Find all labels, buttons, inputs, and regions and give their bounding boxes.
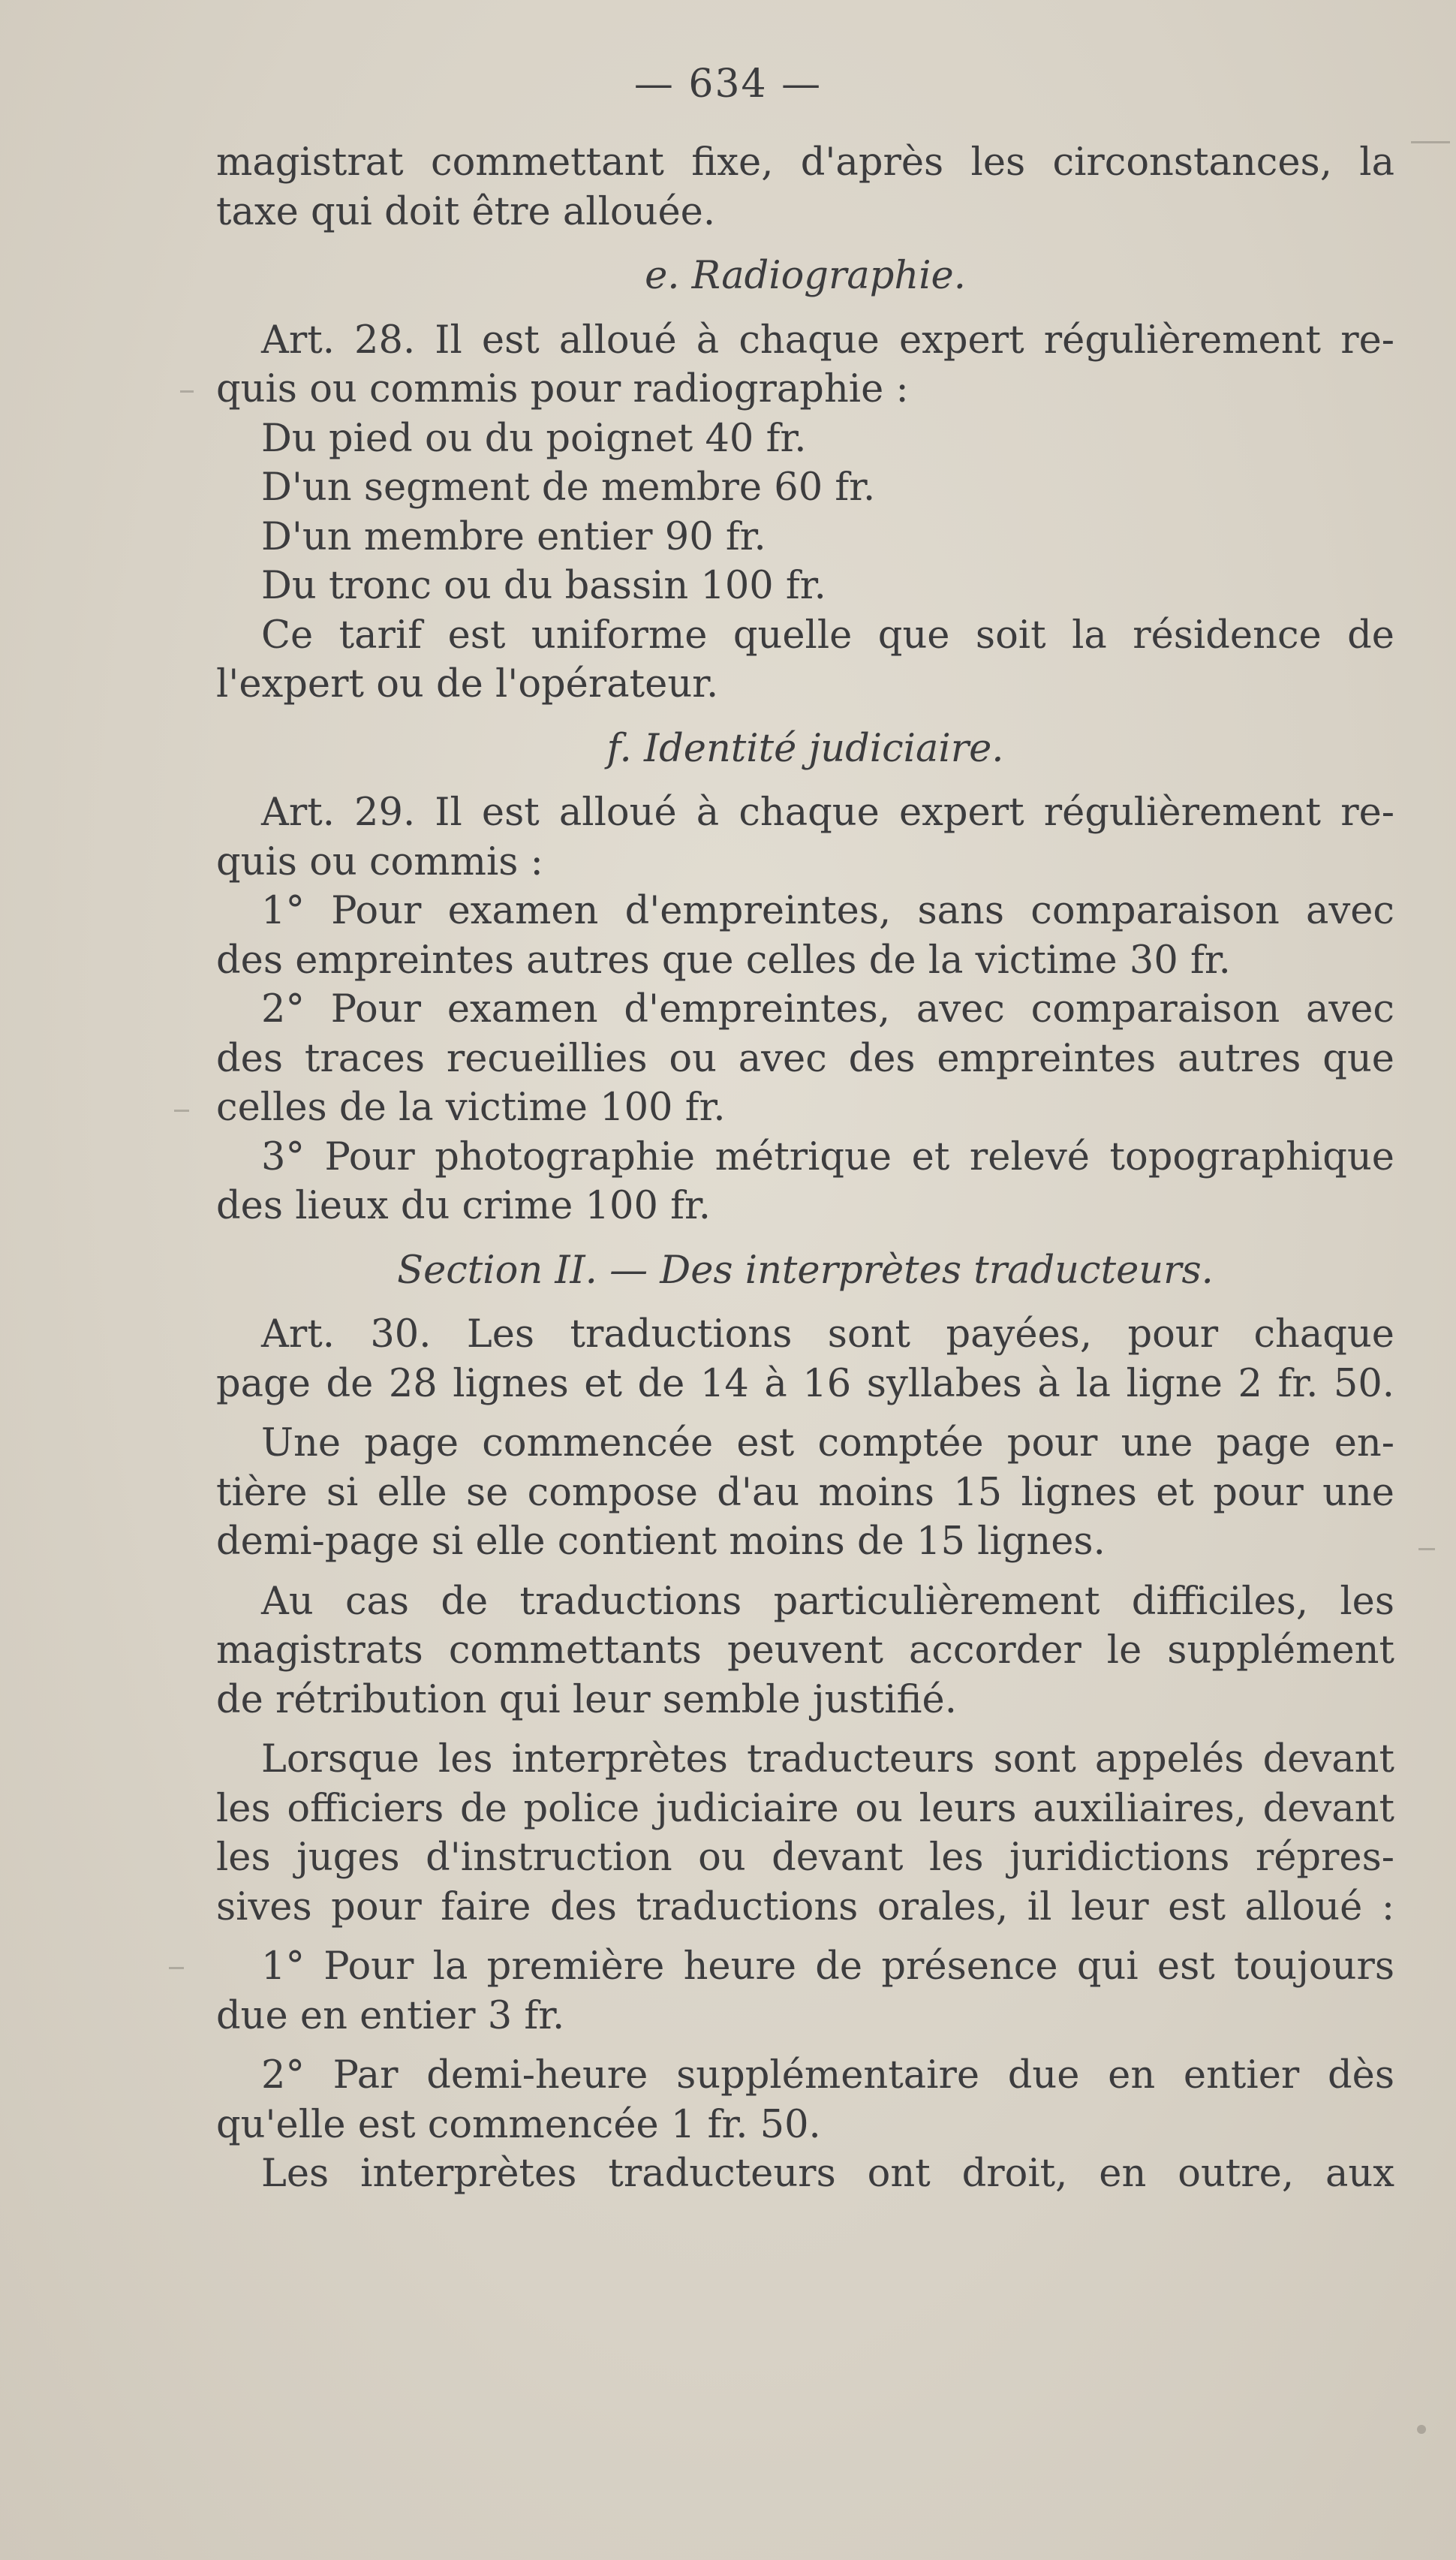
text-line: demi-page si elle contient moins de 15 lignes.	[216, 1519, 1106, 1564]
text-line: 2° Par demi-heure supplémentaire due en entier dès	[261, 2053, 1394, 2098]
print-speck	[180, 390, 194, 393]
text-line: Du tronc ou du bassin 100 fr.	[261, 564, 826, 608]
text-line: Lorsque les interprètes traducteurs sont appelés devant	[261, 1737, 1394, 1781]
section-heading-interpretes: Section II. — Des interprètes traducteurs.	[397, 1248, 1214, 1293]
text-line: taxe qui doit être allouée.	[216, 189, 716, 234]
print-speck	[169, 1967, 184, 1969]
text-line: Art. 28. Il est alloué à chaque expert régulièrement re-	[261, 318, 1394, 363]
text-line: Du pied ou du poignet 40 fr.	[261, 416, 807, 461]
body-text	[216, 138, 1394, 2199]
print-speck	[1417, 2425, 1426, 2434]
text-line: Les interprètes traducteurs ont droit, en outre, aux	[261, 2152, 1394, 2196]
text-line: D'un membre entier 90 fr.	[261, 514, 766, 559]
text-line: quis ou commis pour radiographie :	[216, 367, 909, 411]
text-line: sives pour faire des traductions orales, il leur est alloué :	[216, 1884, 1394, 1929]
text-line: due en entier 3 fr.	[216, 1993, 565, 2038]
page-number: — 634 —	[633, 62, 823, 107]
text-line: 3° Pour photographie métrique et relevé topographique	[261, 1134, 1394, 1179]
text-line: Au cas de traductions particulièrement difficiles, les	[261, 1579, 1394, 1624]
text-line: des lieux du crime 100 fr.	[216, 1184, 711, 1228]
text-line: des empreintes autres que celles de la victime 30 fr.	[216, 938, 1231, 983]
subsection-heading-identite: f. Identité judiciaire.	[606, 726, 1004, 771]
text-line: des traces recueillies ou avec des empreintes autres que	[216, 1036, 1394, 1081]
text-line: 1° Pour la première heure de présence qui est toujours	[261, 1944, 1394, 1989]
print-speck	[174, 1110, 189, 1112]
subsection-heading-radiographie: e. Radiographie.	[645, 254, 966, 298]
text-line: Art. 30. Les traductions sont payées, pour chaque	[261, 1312, 1394, 1357]
text-line: magistrat commettant fixe, d'après les circonstances, la	[216, 140, 1394, 185]
text-line: Ce tarif est uniforme quelle que soit la résidence de	[261, 613, 1394, 658]
text-line: quis ou commis :	[216, 839, 543, 884]
text-line: magistrats commettants peuvent accorder le supplément	[216, 1628, 1394, 1673]
text-line: l'expert ou de l'opérateur.	[216, 662, 719, 706]
text-line: qu'elle est commencée 1 fr. 50.	[216, 2102, 821, 2147]
text-line: celles de la victime 100 fr.	[216, 1086, 726, 1130]
text-line: les officiers de police judiciaire ou leurs auxiliaires, devant	[216, 1786, 1394, 1831]
text-line: tière si elle se compose d'au moins 15 lignes et pour une	[216, 1470, 1394, 1515]
text-line: 1° Pour examen d'empreintes, sans comparaison avec	[261, 889, 1394, 933]
print-speck	[1418, 1548, 1435, 1550]
text-line: D'un segment de membre 60 fr.	[261, 465, 876, 510]
text-line: Une page commencée est comptée pour une page en-	[261, 1421, 1394, 1465]
text-line: page de 28 lignes et de 14 à 16 syllabes à la ligne 2 fr. 50.	[216, 1361, 1394, 1406]
text-line: 2° Pour examen d'empreintes, avec comparaison avec	[261, 987, 1394, 1032]
print-speck	[1411, 141, 1450, 143]
text-line: Art. 29. Il est alloué à chaque expert régulièrement re-	[261, 791, 1394, 835]
text-line: de rétribution qui leur semble justifié.	[216, 1677, 957, 1722]
text-line: les juges d'instruction ou devant les juridictions répres-	[216, 1836, 1394, 1880]
